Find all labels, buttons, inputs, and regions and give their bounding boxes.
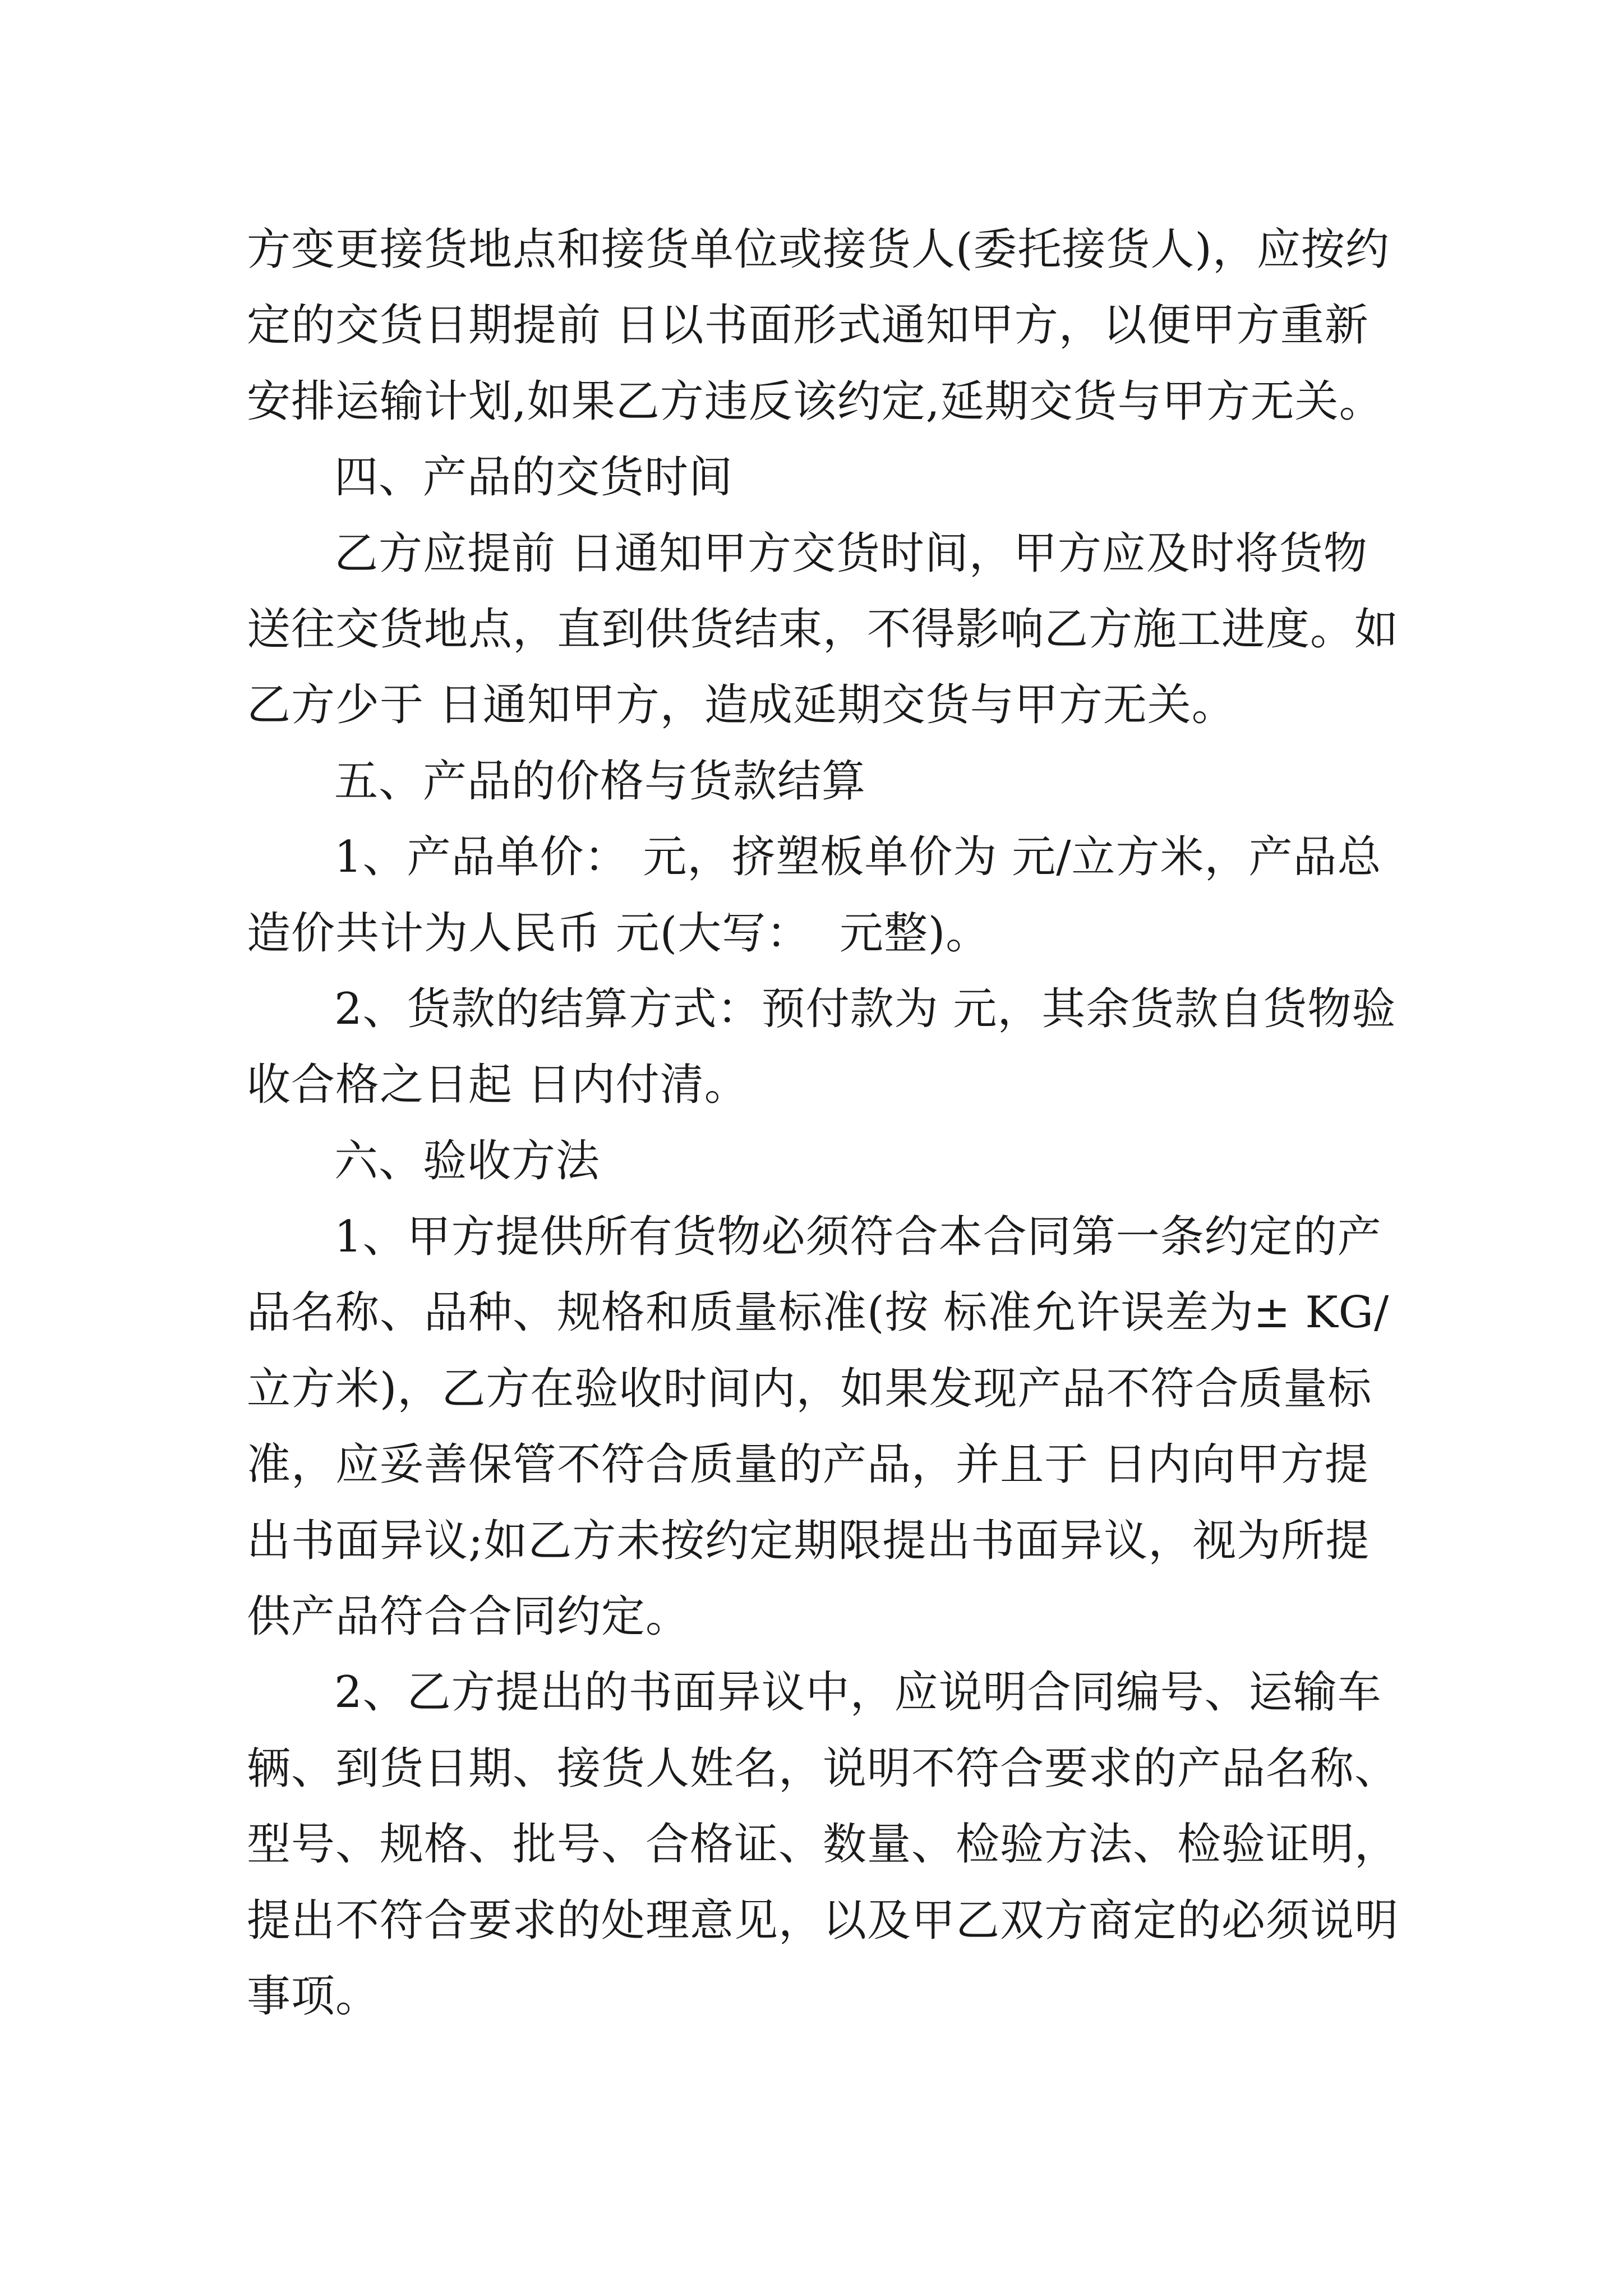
text-line: 供产品符合合同约定。 <box>247 1591 690 1642</box>
text-line: 定的交货日期提前 日以书面形式通知甲方，以便甲方重新 <box>247 300 1369 351</box>
text-line: 乙方应提前 日通知甲方交货时间，甲方应及时将货物 <box>334 528 1368 579</box>
text-line: 品名称、品种、规格和质量标准(按 标准允许误差为± KG/ <box>247 1287 1390 1338</box>
text-line: 立方米)，乙方在验收时间内，如果发现产品不符合质量标 <box>247 1363 1372 1414</box>
text-line: 辆、到货日期、接货人姓名，说明不符合要求的产品名称、 <box>247 1743 1399 1794</box>
text-line: 型号、规格、批号、合格证、数量、检验方法、检验证明， <box>247 1819 1399 1870</box>
text-line: 乙方少于 日通知甲方，造成延期交货与甲方无关。 <box>247 680 1236 731</box>
section-heading: 五、产品的价格与货款结算 <box>334 756 866 807</box>
text-line: 1、甲方提供所有货物必须符合本合同第一条约定的产 <box>334 1212 1382 1263</box>
text-line: 送往交货地点，直到供货结束，不得影响乙方施工进度。如 <box>247 604 1399 655</box>
text-line: 造价共计为人民币 元(大写： 元整)。 <box>247 908 990 959</box>
text-line: 安排运输计划,如果乙方违反该约定,延期交货与甲方无关。 <box>247 376 1384 427</box>
text-line: 出书面异议;如乙方未按约定期限提出书面异议，视为所提 <box>247 1515 1370 1566</box>
text-line: 2、乙方提出的书面异议中，应说明合同编号、运输车 <box>334 1667 1382 1718</box>
text-line: 方变更接货地点和接货单位或接货人(委托接货人)，应按约 <box>247 224 1390 275</box>
document-body <box>247 212 1399 2035</box>
text-line: 提出不符合要求的处理意见，以及甲乙双方商定的必须说明 <box>247 1895 1399 1946</box>
text-line: 事项。 <box>247 1971 380 2022</box>
text-line: 准，应妥善保管不符合质量的产品，并且于 日内向甲方提 <box>247 1439 1369 1490</box>
section-heading: 四、产品的交货时间 <box>334 452 734 503</box>
text-line: 收合格之日起 日内付清。 <box>247 1060 749 1111</box>
text-line: 1、产品单价： 元，挤塑板单价为 元/立方米，产品总 <box>334 832 1382 883</box>
section-heading: 六、验收方法 <box>334 1135 601 1186</box>
text-line: 2、货款的结算方式：预付款为 元，其余货款自货物验 <box>334 983 1396 1034</box>
